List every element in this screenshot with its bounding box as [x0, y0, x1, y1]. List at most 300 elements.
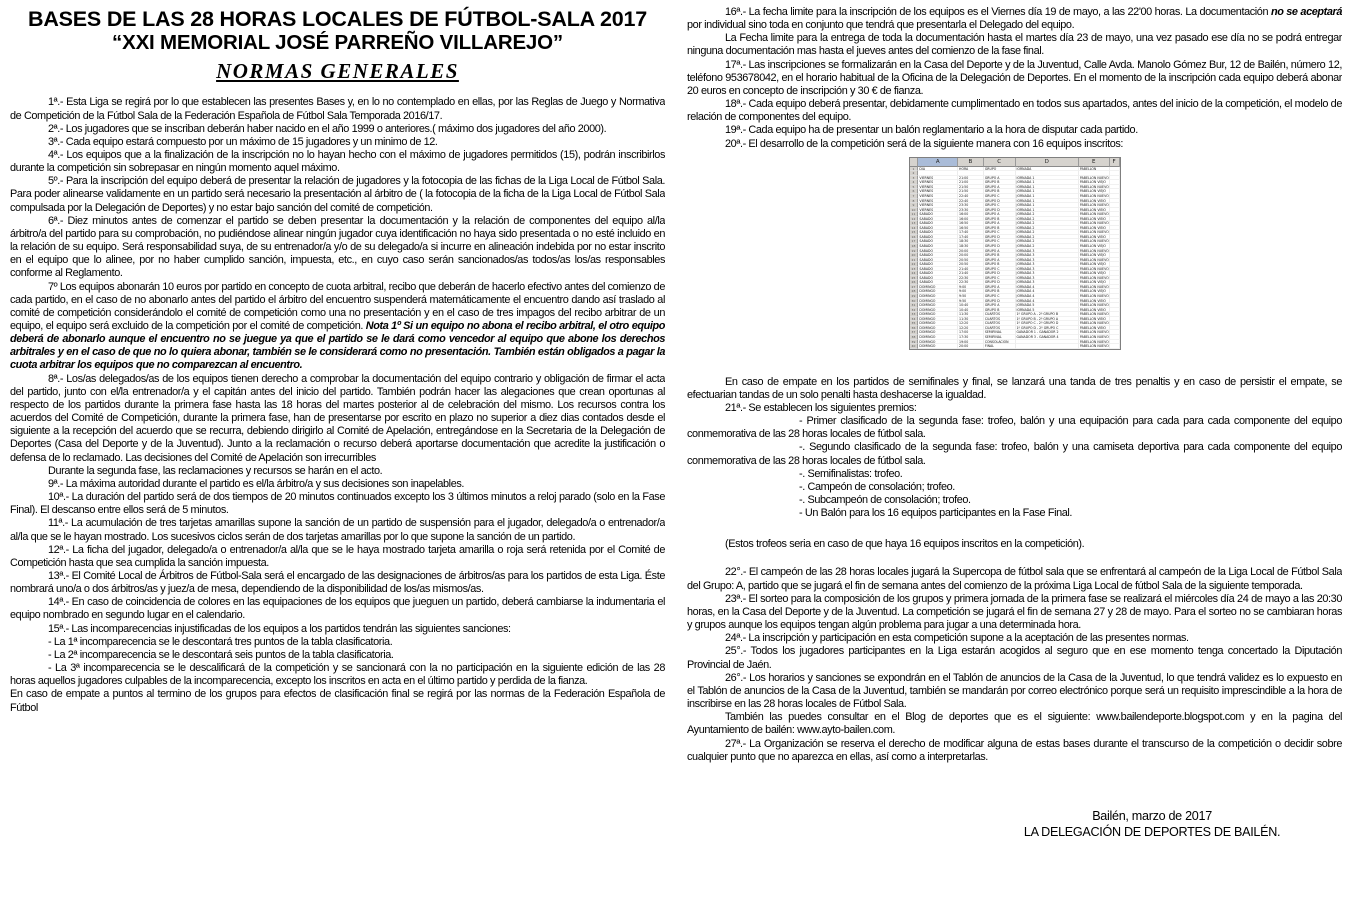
- sheet-cell: 16:50: [958, 221, 984, 226]
- sheet-cell: 11:30: [958, 312, 984, 317]
- sheet-row-number: 38: [910, 335, 919, 340]
- sheet-cell: 16:50: [958, 226, 984, 231]
- sheet-row-number: 17: [910, 239, 919, 244]
- paragraph: [687, 538, 1342, 551]
- sheet-row-number: 18: [910, 244, 919, 249]
- sheet-cell: SABADO: [918, 212, 958, 217]
- sheet-cell: JORNADA 1: [1016, 208, 1079, 213]
- paragraph: [10, 623, 665, 636]
- sheet-cell: GRUPO C: [984, 203, 1016, 208]
- paragraph: [10, 491, 665, 517]
- sheet-cell: 21:40: [958, 267, 984, 272]
- text-segment: 14ª.- En caso de coincidencia de colores en las equipaciones de los equipos que jueguen un partido, deberá cambiarse la indumentaria el equipo nombrado en segundo lugar en el calendario.: [10, 596, 665, 622]
- sheet-cell: DOMINGO: [918, 317, 958, 322]
- sheet-cell: 21:50: [958, 189, 984, 194]
- text-segment: 20ª.- El desarrollo de la competición será de la siguiente manera con 16 equipos inscritos:: [725, 137, 1124, 150]
- sheet-cell: JORNADA 3: [1016, 276, 1079, 281]
- sheet-cell: PABELLON VIEJO: [1079, 262, 1110, 267]
- text-segment: 2ª.- Los jugadores que se inscriban deberán haber nacido en el año 1999 o anteriores.( máximo dos jugadores del año 2000).: [48, 122, 607, 135]
- sheet-cell: GRUPO D: [984, 244, 1016, 249]
- text-segment: -. Subcampeón de consolación; trofeo.: [799, 494, 971, 506]
- sheet-cell: PABELLON NUEVO: [1079, 294, 1109, 299]
- sheet-cell: GRUPO A: [984, 221, 1016, 226]
- sheet-cell: SABADO: [918, 258, 958, 263]
- sheet-cell: VIERNES: [918, 203, 958, 208]
- paragraph: [10, 662, 665, 688]
- sheet-cell: 9:50: [958, 299, 984, 304]
- paragraph: [687, 632, 1342, 645]
- paragraph: [687, 507, 1342, 520]
- text-segment: - La 3ª incomparecencia se le descalificará de la competición y se sancionará con la no participación en la siguiente edición de las 28 horas aquellos jugadores culpables de la incomparecencia, excepto los inscritos en acta en el último partido y perdida de la fianza.: [10, 662, 665, 688]
- sheet-cell: DOMINGO: [918, 312, 958, 317]
- sheet-cell: GRUPO B: [984, 189, 1016, 194]
- embedded-schedule-spreadsheet: [909, 157, 1121, 350]
- text-segment: 16ª.- La fecha limite para la inscripción de los equipos es el Viernes día 19 de mayo, a las 22'00 horas. La documentación: [725, 6, 1271, 18]
- sheet-cell: GRUPO A: [984, 258, 1016, 263]
- sheet-cell: 16:00: [958, 212, 984, 217]
- text-segment: 11ª.- La acumulación de tres tarjetas amarillas supone la sanción de un partido de suspensión para el jugador, delegado/a o entrenador/a al/la que se le hayan mostrado. Los sucesivos ciclos serán de dos tarjetas amarillas por lo que supone la sanción de un partido.: [10, 517, 665, 543]
- sheet-cell: VIERNES: [918, 185, 958, 190]
- sheet-column-letter: F: [1110, 158, 1120, 167]
- left-column-text: [10, 96, 665, 714]
- paragraph: [10, 517, 665, 543]
- sheet-cell: SABADO: [918, 226, 958, 231]
- sheet-cell: JORNADA 5: [1016, 303, 1079, 308]
- sheet-row-number: 21: [910, 258, 919, 263]
- sheet-cell: DOMINGO: [918, 340, 958, 345]
- sheet-cell: JORNADA 2: [1016, 217, 1079, 222]
- sheet-cell: DOMINGO: [918, 326, 958, 331]
- text-segment: 21ª.- Se establecen los siguientes premios:: [725, 401, 917, 414]
- sheet-row: [910, 344, 1120, 349]
- sheet-cell: JORNADA 4: [1016, 294, 1079, 299]
- sheet-cell: JORNADA 2: [1016, 212, 1079, 217]
- sheet-cell: PABELLON NUEVO: [1079, 257, 1109, 262]
- sheet-row-number: 19: [910, 249, 919, 254]
- sheet-row-number: 30: [910, 299, 919, 304]
- sheet-cell: SABADO: [918, 235, 958, 240]
- sheet-row-number: 13: [910, 221, 919, 226]
- sheet-cell: SEMIFINAL: [984, 330, 1016, 335]
- document-title-line1: BASES DE LAS 28 HORAS LOCALES DE FÚTBOL-SALA 2017: [28, 7, 647, 31]
- sheet-cell: 11:30: [958, 317, 984, 322]
- sheet-cell: PABELLON NUEVO: [1079, 203, 1109, 208]
- sheet-cell: PABELLON NUEVO: [1079, 239, 1109, 244]
- sheet-cell: GRUPO B: [984, 262, 1016, 267]
- paragraph: [687, 645, 1342, 671]
- sheet-row-number: 12: [910, 217, 919, 222]
- sheet-cell: GRUPO B: [984, 217, 1016, 222]
- sheet-row-number: 35: [910, 321, 919, 326]
- sheet-cell: PABELLON NUEVO: [1079, 339, 1109, 344]
- paragraph: [687, 468, 1342, 481]
- paragraph: [10, 688, 665, 714]
- sheet-cell: PABELLON NUEVO: [1079, 321, 1109, 326]
- paragraph: [10, 636, 665, 649]
- sheet-cell: SABADO: [918, 249, 958, 254]
- sheet-column-letter: D: [1016, 158, 1079, 167]
- sheet-cell: DOMINGO: [918, 321, 958, 326]
- sheet-cell: GRUPO D: [984, 271, 1016, 276]
- sheet-cell: JORNADA 3: [1016, 249, 1079, 254]
- paragraph: [10, 215, 665, 281]
- sheet-cell: PABELLON VIEJO: [1079, 208, 1110, 213]
- text-segment: 9ª.- La máxima autoridad durante el partido es el/la árbitro/a y sus decisiones son inapelables.: [48, 477, 465, 490]
- sheet-cell: GRUPO C: [984, 230, 1016, 235]
- paragraph: [10, 570, 665, 596]
- sheet-cell: 1º GRUPO D - 2º GRUPO C: [1016, 326, 1079, 331]
- sheet-cell: PABELLON NUEVO: [1079, 184, 1109, 189]
- sheet-row-number: 6: [910, 189, 919, 194]
- right-column-text-bottom: [687, 376, 1342, 764]
- sheet-cell: GRUPO B: [984, 253, 1016, 258]
- sheet-cell: GRUPO A: [984, 249, 1016, 254]
- sheet-cell: 21:40: [958, 271, 984, 276]
- sheet-row-number: 8: [910, 199, 919, 204]
- sheet-cell: VIERNES: [918, 189, 958, 194]
- sheet-cell: DOMINGO: [918, 285, 958, 290]
- sheet-cell: 10:40: [958, 308, 984, 313]
- sheet-cell: 23:30: [958, 203, 984, 208]
- text-segment: 13ª.- El Comité Local de Árbitros de Fútbol-Sala será el encargado de las designaciones de árbitros/as para los partidos de esta Liga. Éste nombrará uno/a o dos árbitros/as y juez/a de mesa, dependiendo de la disponibilidad de los/as mismos/as.: [10, 569, 665, 596]
- sheet-cell: PABELLON NUEVO: [1079, 212, 1109, 217]
- signature-block: [962, 808, 1342, 841]
- sheet-cell: JORNADA 4: [1016, 285, 1079, 290]
- sheet-row-number: 37: [910, 330, 919, 335]
- sheet-cell: GRUPO A: [984, 176, 1016, 181]
- sheet-cell: GRUPO B: [984, 308, 1016, 313]
- sheet-row-number: 27: [910, 285, 919, 290]
- sheet-cell: PABELLON NUEVO: [1079, 303, 1109, 308]
- sheet-cell: 18:30: [958, 244, 984, 249]
- sheet-cell: JORNADA 2: [1016, 235, 1079, 240]
- sheet-cell: VIERNES: [918, 180, 958, 185]
- sheet-cell: GRUPO A: [984, 303, 1016, 308]
- sheet-cell: 22:40: [958, 199, 984, 204]
- sheet-cell: JORNADA 2: [1016, 221, 1079, 226]
- sheet-cell: SABADO: [918, 276, 958, 281]
- sheet-cell: GRUPO C: [984, 276, 1016, 281]
- sheet-row-number: 3: [910, 176, 919, 181]
- text-segment: 22°.- El campeón de las 28 horas locales jugará la Supercopa de fútbol sala que se enfrentará al campeón de la Liga Local de Fútbol Sala del Grupo: A, partido que se jugará el fin de semana antes del comienzo de la próxima Liga Local de fútbol Sala de la siguiente temporada.: [687, 566, 1342, 592]
- sheet-column-letter: C: [984, 158, 1016, 167]
- sheet-cell: DOMINGO: [918, 330, 958, 335]
- sheet-cell: [1016, 344, 1079, 349]
- sheet-cell: JORNADA 3: [1016, 253, 1079, 258]
- sheet-cell: SABADO: [918, 271, 958, 276]
- sheet-cell: JORNADA 3: [1016, 280, 1079, 285]
- sheet-cell: PABELLON NUEVO: [1079, 194, 1109, 198]
- sheet-cell: JORNADA 5: [1016, 308, 1079, 313]
- paragraph: [10, 175, 665, 214]
- sheet-cell: 21:00: [958, 180, 984, 185]
- sheet-cell: PABELLON VIEJO: [1079, 235, 1110, 240]
- paragraph: [10, 281, 665, 373]
- sheet-cell: HORA: [958, 167, 984, 172]
- sheet-cell: PABELLON NUEVO: [1079, 344, 1109, 349]
- signature-organization: LA DELEGACIÓN DE DEPORTES DE BAILÉN.: [1023, 825, 1281, 840]
- text-segment: 17ª.- Las inscripciones se formalizarán en la Casa del Deporte y de la Juventud, Calle Avda. Manolo Gómez Bur, 12 de Bailén, número 12, teléfono 953678042, en el horario habitual de la Oficina de la Delegación de Deportes. En el momento de la inscripción cada equipo deberá abonar 20 euros en concepto de inscripción y 30 € de fianza.: [687, 58, 1342, 97]
- left-column: [10, 6, 665, 917]
- paragraph: [10, 96, 665, 122]
- sheet-row-number: 28: [910, 289, 919, 294]
- sheet-column-letter: A: [918, 158, 958, 167]
- sheet-cell: DOMINGO: [918, 289, 958, 294]
- sheet-cell: SABADO: [918, 280, 958, 285]
- paragraph: [687, 402, 1342, 415]
- sheet-cell: GRUPO D: [984, 235, 1016, 240]
- sheet-cell: 22:30: [958, 276, 984, 281]
- sheet-cell: CUARTOS: [984, 326, 1016, 331]
- sheet-cell: SABADO: [918, 244, 958, 249]
- sheet-row-number: 1: [910, 167, 919, 172]
- paragraph: [10, 649, 665, 662]
- text-segment: 23ª.- El sorteo para la composición de los grupos y primera jornada de la primera fase se realizará el miércoles día 24 de mayo a las 20:30 horas, en la Casa del Deporte y de la Juventud. La competición se jugará el fin de semana 27 y 28 de mayo. Para el sorteo no se cambiaran horas y grupos aunque los equipos tengan algún problema para jugar a una determinada hora.: [687, 592, 1342, 632]
- text-segment: Nota 1º Si un equipo no abona el recibo arbitral, el otro equipo deberá de abonarlo aunque el encuentro no se juegue ya que el partido se le dará como vencedor al equipo que abone los derechos arbitrales y en el caso de que no lo quiera abonar, también se le considerará como no presentación. También están obligados a pagar la cuota arbitrar los equipos que no comparezcan al encuentro.: [10, 320, 665, 372]
- text-segment: 10ª.- La duración del partido será de dos tiempos de 20 minutos continuados excepto los 3 últimos minutos a reloj parado (solo en la Fase Final). El descanso entre ellos será de 5 minutos.: [10, 491, 665, 517]
- sheet-cell: PABELLON VIEJO: [1079, 308, 1110, 313]
- sheet-cell: SABADO: [918, 230, 958, 235]
- text-segment: 8ª.- Los/as delegados/as de los equipos tienen derecho a comprobar la documentación del equipo contrario y obligación de firmar el acta del partido, junto con el/la entrenador/a y el capitán antes del inicio del partido. También podrán hacer las alegaciones que crean oportunas al respecto de los partidos durante la primera fase hasta las 18 horas del martes posterior al de celebración del mismo. Los recursos contra los acuerdos del Comité de Competición, durante la primera fase, han de presentarse por escrito en plazo no superior a diez dias contados desde el siguiente a la recepción del acuerdo que se recurra, debiendo dirigirlo al Comité de Apelación, entregándose en la Secretaria de la Delegación de Deportes (Casa del Deporte y de la Juventud). Junto a la reclamación o recurso deberá aportarse documentación que acredite la justificación o defensa de lo reclamado. Las decisiones del Comité de Apelación son irrecurribles: [10, 372, 665, 464]
- sheet-row-number: 9: [910, 203, 919, 208]
- text-segment: -. Segundo clasificado de la segunda fase: trofeo, balón y una camiseta deportiva para cada componente del equipo conmemorativa de las 28 horas locales de fútbol sala.: [687, 441, 1342, 467]
- sheet-cell: JORNADA 1: [1016, 199, 1079, 204]
- sheet-row-number: 29: [910, 294, 919, 299]
- sheet-cell: 20:00: [958, 253, 984, 258]
- paragraph: [10, 149, 665, 175]
- sheet-cell: JORNADA 2: [1016, 239, 1079, 244]
- right-column-text-top: [687, 6, 1342, 151]
- sheet-cell: GRUPO D: [984, 199, 1016, 204]
- sheet-cell: PABELLON NUEVO: [1079, 284, 1109, 289]
- sheet-cell: 9:50: [958, 294, 984, 299]
- paragraph: [10, 478, 665, 491]
- paragraph: [687, 481, 1342, 494]
- sheet-cell: GRUPO A: [984, 185, 1016, 190]
- sheet-cell: SABADO: [918, 239, 958, 244]
- sheet-cell: GRUPO: [984, 167, 1016, 172]
- sheet-row-number: 10: [910, 208, 919, 213]
- sheet-cell: CUARTOS: [984, 312, 1016, 317]
- sheet-cell: PABELLON NUEVO: [1079, 312, 1109, 317]
- text-segment: Durante la segunda fase, las reclamaciones y recursos se harán en el acto.: [48, 464, 383, 477]
- text-segment: - Primer clasificado de la segunda fase: trofeo, balón y una equipación para cada para cada componente del equipo conmemorativa de las 28 horas locales de fútbol sala.: [687, 415, 1342, 441]
- text-segment: no se aceptará: [1270, 6, 1342, 18]
- paragraph: [687, 98, 1342, 124]
- text-segment: En caso de empate a puntos al termino de los grupos para efectos de clasificación final se regirá por las normas de la Federación Española de Fútbol: [10, 688, 665, 714]
- paragraph: [10, 123, 665, 136]
- sheet-cell: PABELLON VIEJO: [1079, 217, 1110, 222]
- text-segment: 19ª.- Cada equipo ha de presentar un balón reglamentario a la hora de disputar cada partido.: [725, 124, 1138, 137]
- sheet-cell: JORNADA 2: [1016, 244, 1079, 249]
- paragraph: [687, 738, 1342, 764]
- sheet-cell: SABADO: [918, 253, 958, 258]
- sheet-cell: PABELLON VIEJO: [1079, 189, 1110, 194]
- sheet-row-number: 39: [910, 340, 919, 345]
- sheet-row-number: 33: [910, 312, 919, 317]
- sheet-row-number: 25: [910, 276, 919, 281]
- paragraph: [687, 376, 1342, 402]
- signature-place-date: Bailén, marzo de 2017: [1092, 808, 1212, 823]
- sheet-cell: JORNADA: [1016, 167, 1079, 172]
- sheet-cell: GRUPO C: [984, 294, 1016, 299]
- sheet-cell: PABELLON NUEVO: [1079, 221, 1109, 226]
- sheet-cell: 20:00: [958, 344, 984, 349]
- sheet-cell: JORNADA 1: [1016, 185, 1079, 190]
- paragraph: [687, 59, 1342, 98]
- text-segment: 1ª.- Esta Liga se regirá por lo que establecen las presentes Bases y, en lo no contemplado en ellas, por las Reglas de Juego y Normativa de Competición de la Fútbol Sala de la Federación Española de Fútbol Sala Temporada 2016/17.: [10, 96, 665, 122]
- sheet-row-number: 11: [910, 212, 919, 217]
- paragraph: [10, 596, 665, 622]
- sheet-cell: JORNADA 3: [1016, 262, 1079, 267]
- sheet-cell: 22:40: [958, 194, 984, 199]
- sheet-cell: 1º GRUPO B - 2º GRUPO A: [1016, 317, 1079, 322]
- paragraph: [10, 136, 665, 149]
- sheet-cell: PABELLON NUEVO: [1079, 175, 1109, 180]
- sheet-row-number: 24: [910, 271, 919, 276]
- text-segment: - La 1ª incomparecencia se le descontará tres puntos de la tabla clasificatoria.: [48, 635, 393, 648]
- sheet-cell: JORNADA 4: [1016, 289, 1079, 294]
- sheet-cell: PABELLON NUEVO: [1079, 230, 1109, 235]
- paragraph: [687, 441, 1342, 467]
- sheet-row-number: 2: [910, 171, 919, 176]
- sheet-cell: GRUPO D: [984, 280, 1016, 285]
- sheet-cell: PABELLON NUEVO: [1079, 334, 1109, 339]
- sheet-row-number: 15: [910, 230, 919, 235]
- sheet-cell: JORNADA 1: [1016, 189, 1079, 194]
- sheet-cell: DOMINGO: [918, 303, 958, 308]
- sheet-row-number: 4: [910, 180, 919, 185]
- sheet-cell: PABELLON VIEJO: [1079, 280, 1110, 285]
- sheet-cell: 20:00: [958, 249, 984, 254]
- sheet-row-number: 36: [910, 326, 919, 331]
- sheet-cell: PABELLON NUEVO: [1079, 330, 1109, 335]
- sheet-cell: 18:30: [958, 239, 984, 244]
- sheet-row-number: 40: [910, 344, 919, 349]
- sheet-row-number: 26: [910, 280, 919, 285]
- sheet-cell: 17:40: [958, 230, 984, 235]
- sheet-cell: 16:00: [958, 217, 984, 222]
- sheet-cell: 21:00: [958, 176, 984, 181]
- sheet-row-number: 14: [910, 226, 919, 231]
- text-segment: 25°.- Todos los jugadores participantes en la Liga estarán acogidos al seguro que en ese momento tenga concertado la Diputación Provincial de Jaén.: [687, 645, 1342, 671]
- sheet-cell: GRUPO D: [984, 299, 1016, 304]
- paragraph: [10, 544, 665, 570]
- sheet-cell: JORNADA 1: [1016, 203, 1079, 208]
- sheet-cell: DOMINGO: [918, 294, 958, 299]
- sheet-cell: 17:00: [958, 330, 984, 335]
- text-segment: 26°.- Los horarios y sanciones se expondrán en el Tablón de anuncios de la Casa de la Juventud, lo que tendrá validez es lo expuesto en el Tablón de anuncios de la Casa de la Juventud, también se mandarán por correo electrónico porque será un requisito imprescindible a la hora de inscribirse en las 28 horas locales de Fútbol Sala.: [687, 671, 1342, 711]
- sheet-cell: DIA: [918, 167, 958, 172]
- sheet-cell: DOMINGO: [918, 344, 958, 349]
- sheet-cell: 17:30: [958, 335, 984, 340]
- sheet-column-letter: B: [958, 158, 984, 167]
- text-segment: 7º Los equipos abonarán 10 euros por partido en concepto de cuota arbitral, recibo que deberán de hacerlo efectivo antes del comienzo de cada partido, en el caso de no abonarlo antes del partido el árbitro del encuentro suspenderá matemáticamente el encuentro dando así traslado al comité de competición considerándolo el comité de competición como una no presentación y en el caso de tres impagos del recibo arbitrar de un equipo, el equipo será excluido de la competición por el comité de competición.: [10, 280, 665, 332]
- sheet-cell: PABELLON VIEJO: [1079, 180, 1110, 185]
- sheet-cell: PABELLON NUEVO: [1079, 275, 1109, 280]
- sheet-cell: 1º GRUPO A - 2º GRUPO B: [1016, 312, 1079, 317]
- sheet-column-header-row: [910, 158, 1120, 167]
- sheet-row-number: 23: [910, 267, 919, 272]
- sheet-row-number: 22: [910, 262, 919, 267]
- sheet-cell: GANADOR 3 - GANADOR 4: [1016, 335, 1079, 340]
- text-segment: (Estos trofeos seria en caso de que haya 16 equipos inscritos en la competición).: [725, 538, 1085, 551]
- sheet-column-letter: E: [1079, 158, 1110, 167]
- sheet-cell: CUARTOS: [984, 321, 1016, 326]
- sheet-cell: GANADOR 1 - GANADOR 2: [1016, 330, 1079, 335]
- paragraph: [10, 373, 665, 465]
- paragraph: [687, 672, 1342, 711]
- paragraph: [687, 415, 1342, 441]
- sheet-cell: JORNADA 3: [1016, 267, 1079, 272]
- sheet-cell: PABELLON NUEVO: [1079, 248, 1109, 253]
- document-subtitle: NORMAS GENERALES: [216, 59, 459, 84]
- text-segment: - La 2ª incomparecencia se le descontará seis puntos de la tabla clasificatoria.: [48, 648, 394, 661]
- sheet-cell: 9:00: [958, 285, 984, 290]
- text-segment: -. Semifinalistas: trofeo.: [799, 467, 903, 480]
- text-segment: 5º.- Para la inscripción del equipo deberá de presentar la relación de jugadores y la fotocopia de las fichas de la Liga Local de Fútbol Sala. Para poder alinearse validamente en un partido será necesario la presentación al árbitro de ( la fotocopia de la ficha de la Liga Local de Fútbol Sala compulsada por la Delegación de Deportes) y no estar bajo sanción del comité de competición.: [10, 175, 665, 214]
- sheet-cell: [1110, 344, 1120, 349]
- document-title-line2: “XXI MEMORIAL JOSÉ PARREÑO VILLAREJO”: [112, 31, 563, 55]
- sheet-cell: GRUPO C: [984, 239, 1016, 244]
- sheet-cell: SABADO: [918, 217, 958, 222]
- paragraph: [687, 593, 1342, 632]
- paragraph: [687, 494, 1342, 507]
- sheet-row-number: 7: [910, 194, 919, 199]
- sheet-row-number: 34: [910, 317, 919, 322]
- sheet-row-number: 16: [910, 235, 919, 240]
- sheet-cell: PABELLON VIEJO: [1079, 299, 1110, 304]
- sheet-cell: 9:00: [958, 289, 984, 294]
- sheet-cell: PABELLON: [1079, 167, 1110, 172]
- sheet-cell: PABELLON VIEJO: [1079, 253, 1110, 258]
- sheet-cell: GRUPO C: [984, 267, 1016, 272]
- sheet-row-number: 31: [910, 303, 919, 308]
- paragraph: [687, 138, 1342, 151]
- paragraph: [687, 566, 1342, 592]
- sheet-cell: VIERNES: [918, 199, 958, 204]
- sheet-cell: FINAL: [984, 344, 1016, 349]
- sheet-cell: PABELLON VIEJO: [1079, 226, 1110, 231]
- text-segment: 6ª.- Diez minutos antes de comenzar el partido se deben presentar la documentación y la relación de componentes del equipo al/la árbitro/a del partido para su comprobación, no pudiéndose alinear ningún jugador cuya identificación no haya sido presentada o no esté incluido en la relación de su equipo. Será responsabilidad suya, de su entrenador/a y/o de su delegado/a si incurre en alineación indebida por no estar inscrito en el equipo que lo alinee, por no haber cumplido sanción, impuesta, etc., en cuyo caso serán sancionados/as todos/as los/as responsables conforme al Reglamento.: [10, 214, 665, 280]
- sheet-cell: 12:20: [958, 326, 984, 331]
- sheet-cell: VIERNES: [918, 194, 958, 199]
- sheet-cell: JORNADA 1: [1016, 194, 1079, 199]
- sheet-cell: GRUPO A: [984, 212, 1016, 217]
- paragraph: [687, 711, 1342, 737]
- right-column: [687, 6, 1342, 917]
- text-segment: -. Campeón de consolación; trofeo.: [799, 480, 955, 493]
- sheet-cell: 10:40: [958, 303, 984, 308]
- sheet-cell: DOMINGO: [918, 335, 958, 340]
- sheet-cell: GRUPO D: [984, 208, 1016, 213]
- sheet-cell: DOMINGO: [918, 299, 958, 304]
- text-segment: 12ª.- La ficha del jugador, delegado/a o entrenador/a al/la que se le haya mostrado tarjeta amarilla o roja será retenida por el Comité de Competición hasta que sea cumplida la sanción impuesta.: [10, 543, 665, 569]
- sheet-cell: GRUPO A: [984, 285, 1016, 290]
- sheet-cell: CUARTOS: [984, 317, 1016, 322]
- sheet-cell: GRUPO B: [984, 180, 1016, 185]
- sheet-cell: 12:20: [958, 321, 984, 326]
- sheet-cell: DOMINGO: [918, 308, 958, 313]
- sheet-row-number: 5: [910, 185, 919, 190]
- sheet-cell: PABELLON NUEVO: [1079, 266, 1109, 271]
- sheet-cell: 19:00: [958, 340, 984, 345]
- sheet-cell: PABELLON VIEJO: [1079, 289, 1110, 294]
- text-segment: 4ª.- Los equipos que a la finalización de la inscripción no lo hayan hecho con el máximo de jugadores permitidos (15), podrán inscribirlos durante la competición sin sobrepasar en ningún momento aquel máximo.: [10, 148, 665, 175]
- text-segment: 18ª.- Cada equipo deberá presentar, debidamente cumplimentado en todos sus apartados, antes del inicio de la competición, el modelo de relación de componentes del equipo.: [687, 98, 1342, 124]
- text-segment: 27ª.- La Organización se reserva el derecho de modificar alguna de estas bases durante el transcurso de la competición o decidir sobre cualquier punto que no aparezca en ellas, así como a interpretarlas.: [687, 737, 1342, 763]
- sheet-cell: PABELLON VIEJO: [1079, 199, 1110, 204]
